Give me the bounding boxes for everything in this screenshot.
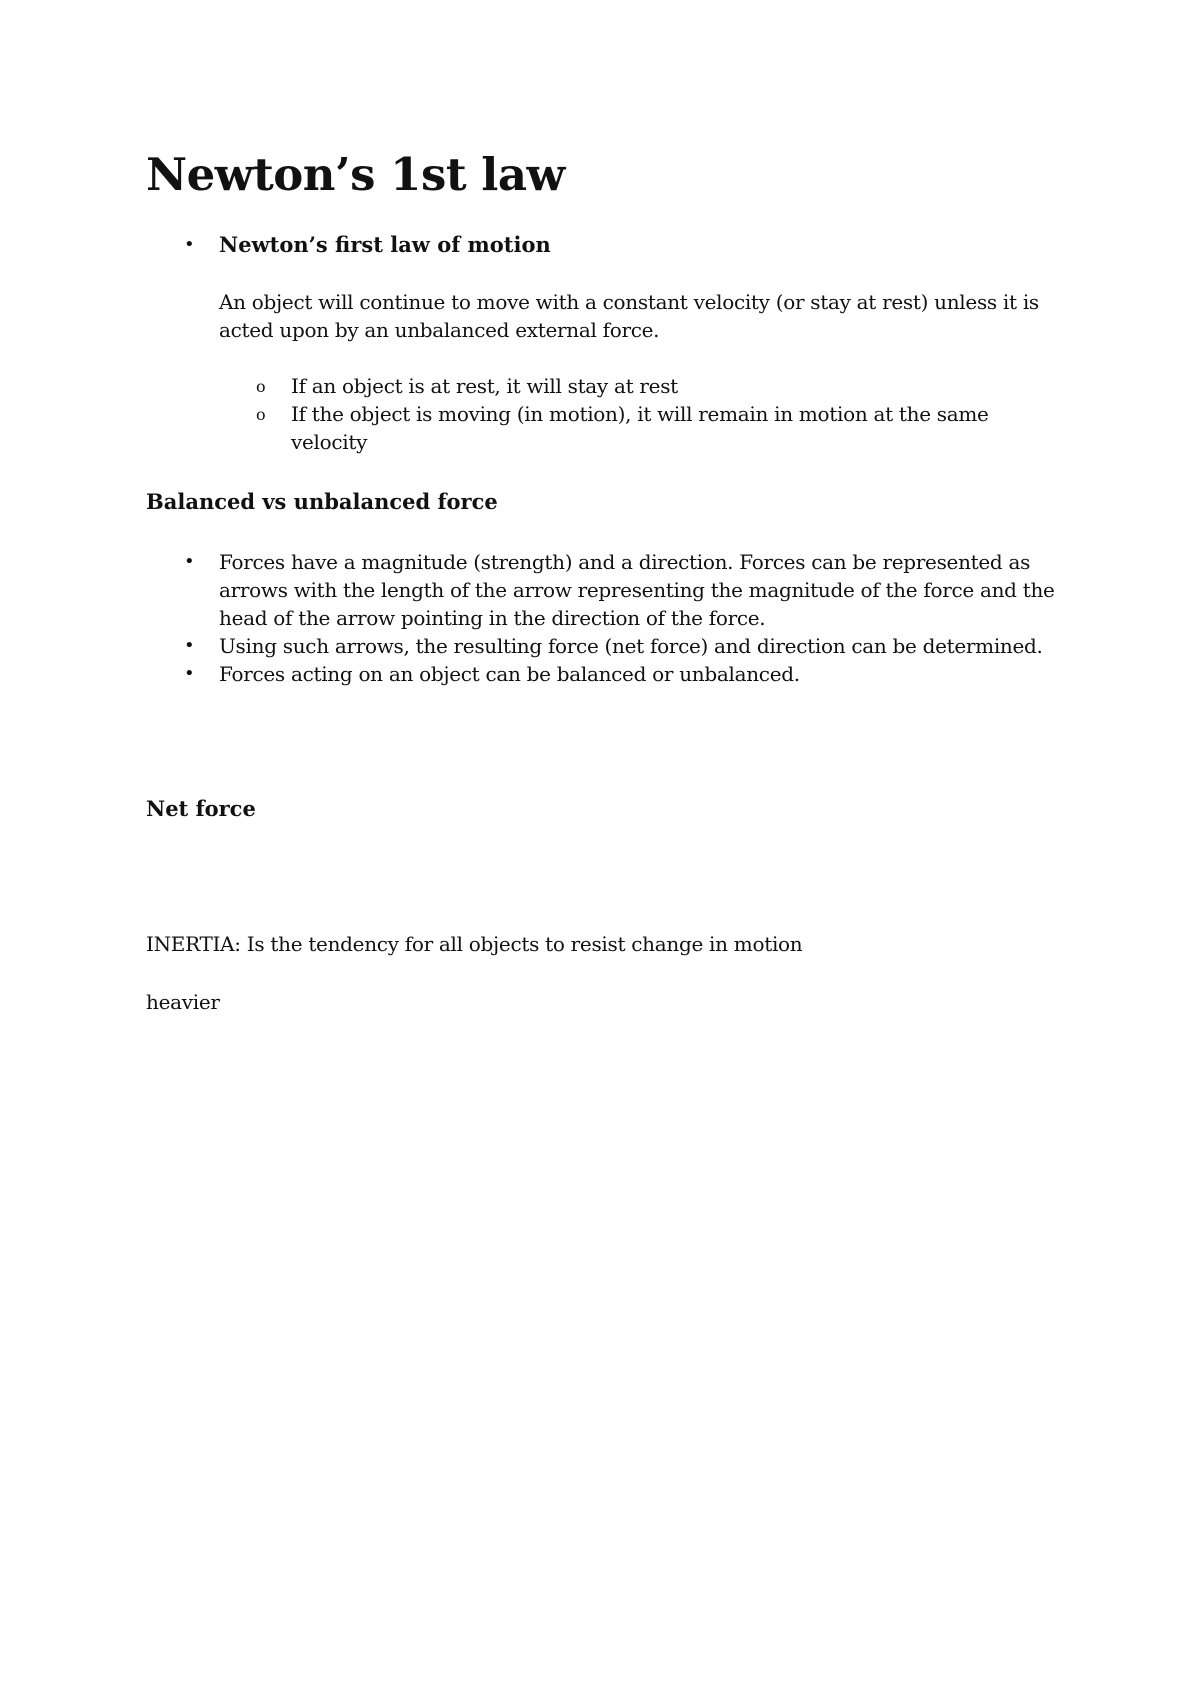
sub-item-rest: If an object is at rest, it will stay at rest (291, 374, 678, 398)
note-heavier: heavier (146, 990, 220, 1014)
page-title: Newton’s 1st law (146, 148, 565, 201)
force-line-2: arrows with the length of the arrow representing the magnitude of the force and the (219, 578, 1055, 602)
first-law-heading: Newton’s first law of motion (219, 232, 551, 257)
sub-bullet-marker: o (256, 377, 266, 396)
definition-line-1: An object will continue to move with a constant velocity (or stay at rest) unless it is (219, 290, 1039, 314)
bullet-marker: • (184, 234, 195, 255)
bullet-marker: • (184, 551, 195, 572)
sub-item-motion-cont: velocity (291, 430, 368, 454)
net-force-heading: Net force (146, 796, 256, 821)
definition-line-2: acted upon by an unbalanced external force. (219, 318, 660, 342)
bullet-marker: • (184, 663, 195, 684)
force-line-1: Forces have a magnitude (strength) and a direction. Forces can be represented as (219, 550, 1031, 574)
inertia-definition: INERTIA: Is the tendency for all objects to resist change in motion (146, 932, 803, 956)
force-line-5: Forces acting on an object can be balanced or unbalanced. (219, 662, 800, 686)
force-line-3: head of the arrow pointing in the direction of the force. (219, 606, 766, 630)
balanced-heading: Balanced vs unbalanced force (146, 489, 498, 514)
sub-item-motion: If the object is moving (in motion), it will remain in motion at the same (291, 402, 989, 426)
bullet-marker: • (184, 635, 195, 656)
sub-bullet-marker: o (256, 405, 266, 424)
force-line-4: Using such arrows, the resulting force (net force) and direction can be determined. (219, 634, 1043, 658)
